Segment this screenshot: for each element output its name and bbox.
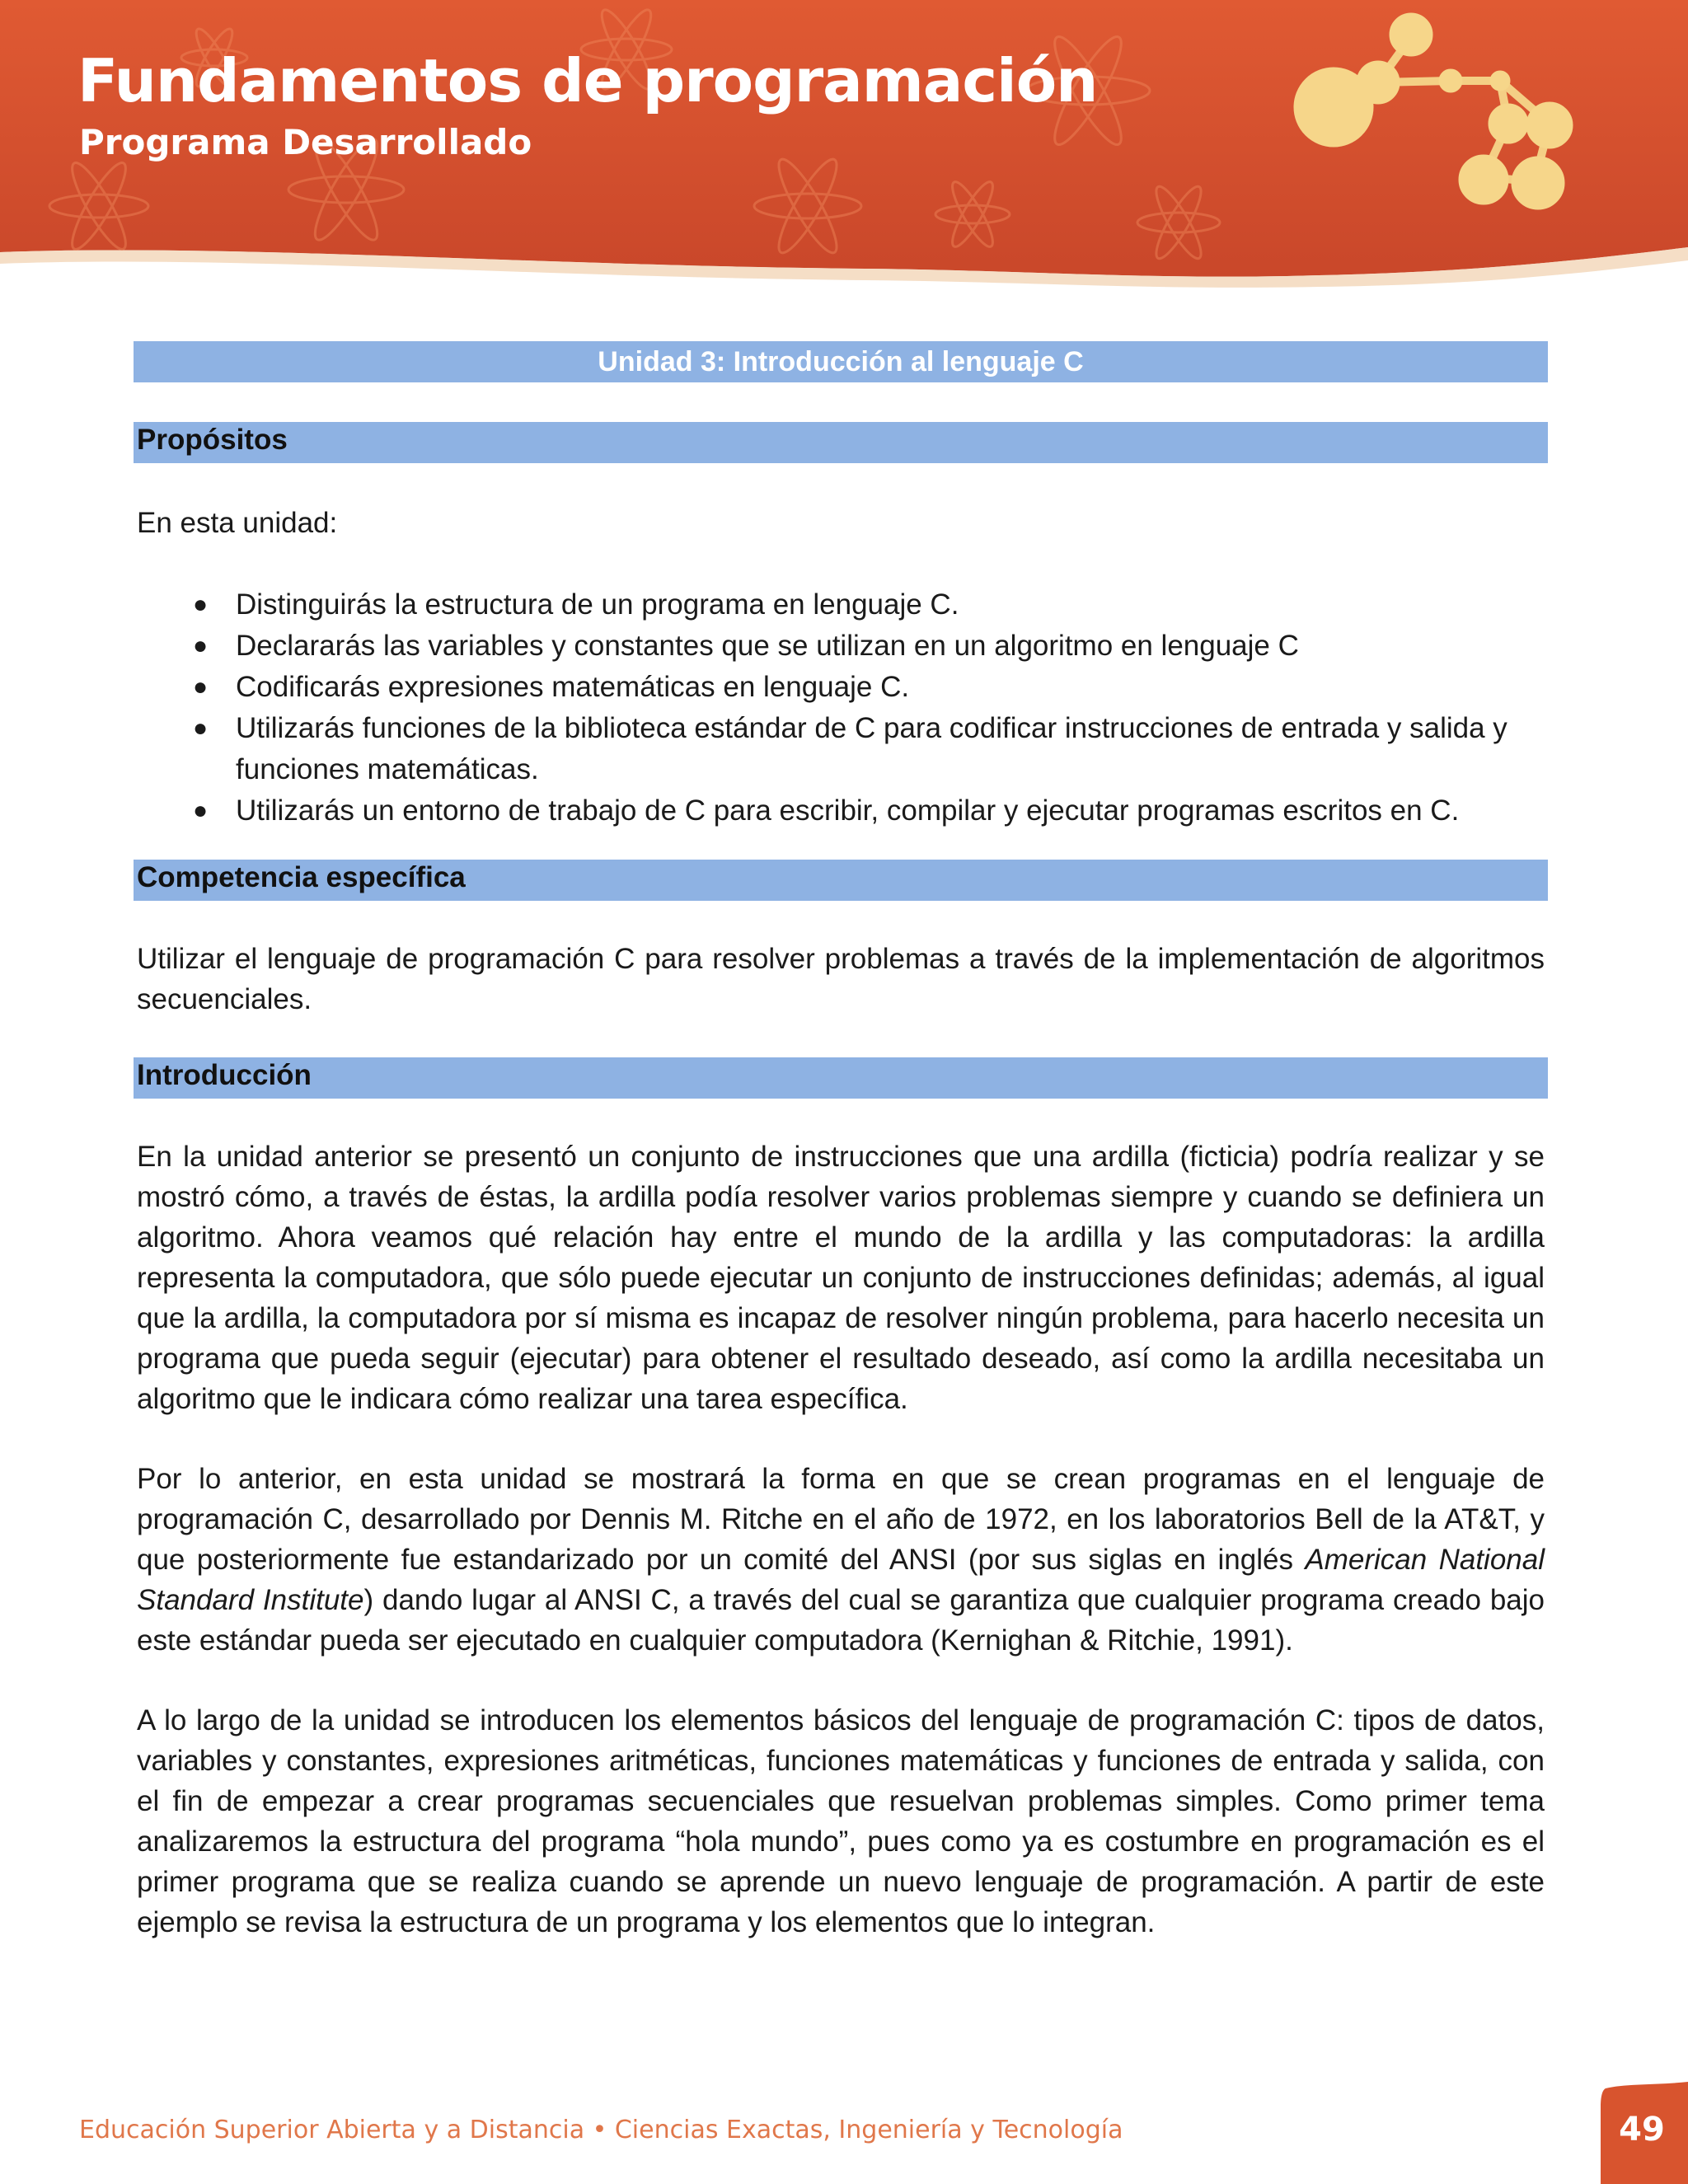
unit-heading: Unidad 3: Introducción al lenguaje C: [134, 341, 1548, 382]
introduccion-paragraph-2: Por lo anterior, en esta unidad se mostrará la forma en que se crean programas en el lenguaje de programación C, desarrollado por Dennis M. Ritche en el año de 1972, en los laboratorios Bell de la AT&T, y que posteriormente fue estandarizado por un comité del ANSI (por sus siglas en inglés American National Standard Institute) dando lugar al ANSI C, a través del cual se garantiza que cualquier programa creado bajo este estándar pueda ser ejecutado en cualquier computadora (Kernighan & Ritchie, 1991).: [137, 1463, 1545, 1657]
bullet-icon: ●: [193, 797, 209, 824]
propositos-list: [134, 584, 1548, 832]
introduccion-paragraph-1: En la unidad anterior se presentó un conjunto de instrucciones que una ardilla (ficticia) podría realizar y se mostró cómo, a través de éstas, la ardilla podía resolver varios problemas siempre y cuando se definiera un algoritmo. Ahora veamos qué relación hay entre el mundo de la ardilla y las computadoras: la ardilla representa la computadora, que sólo puede ejecutar un conjunto de instrucciones definidas; además, al igual que la ardilla, la computadora por sí misma es incapaz de resolver ningún problema, para hacerlo necesita un programa que pueda seguir (ejecutar) para obtener el resultado deseado, así como la ardilla necesitaba un algoritmo que le indicara cómo realizar una tarea específica.: [137, 1141, 1545, 1415]
list-item: ● Distinguirás la estructura de un programa en lenguaje C.: [134, 584, 1548, 626]
bullet-icon: ●: [193, 715, 209, 742]
list-item: ● Utilizarás funciones de la biblioteca estándar de C para codificar instrucciones de entrada y salida y funciones matemáticas.: [134, 708, 1548, 790]
bullet-icon: ●: [193, 673, 209, 701]
section-heading-competencia: Competencia específica: [134, 860, 1548, 901]
list-item: ● Codificarás expresiones matemáticas en lenguaje C.: [134, 667, 1548, 708]
propositos-intro: En esta unidad:: [137, 507, 338, 539]
section-heading-introduccion: Introducción: [134, 1057, 1548, 1099]
document-title: Fundamentos de programación: [77, 46, 1098, 115]
page-number: 49: [1619, 2111, 1665, 2149]
competencia-text: Utilizar el lenguaje de programación C para resolver problemas a través de la implementación de algoritmos secuenciales.: [137, 943, 1545, 1015]
page-content: [134, 341, 1548, 1943]
header-banner: [0, 0, 1688, 288]
list-item: ● Utilizarás un entorno de trabajo de C para escribir, compilar y ejecutar programas escritos en C.: [134, 790, 1548, 832]
document-subtitle: Programa Desarrollado: [79, 122, 532, 162]
bullet-icon: ●: [193, 632, 209, 659]
footer-text: Educación Superior Abierta y a Distancia • Ciencias Exactas, Ingeniería y Tecnología: [79, 2116, 1123, 2144]
bullet-icon: ●: [193, 591, 209, 618]
introduccion-paragraph-3: A lo largo de la unidad se introducen los elementos básicos del lenguaje de programación C: tipos de datos, variables y constantes, expresiones aritméticas, funciones matemáticas y funciones de entrada y salida, con el fin de empezar a crear programas secuenciales que resuelvan problemas simples. Como primer tema analizaremos la estructura del programa “hola mundo”, pues como ya es costumbre en programación es el primer programa que se realiza cuando se aprende un nuevo lenguaje de programación. A partir de este ejemplo se revisa la estructura de un programa y los elementos que lo integran.: [137, 1704, 1545, 1938]
ansi-name: American National Standard Institute: [137, 1544, 1545, 1616]
list-item: ● Declararás las variables y constantes que se utilizan en un algoritmo en lenguaje C: [134, 626, 1548, 667]
section-heading-propositos: Propósitos: [134, 422, 1548, 463]
